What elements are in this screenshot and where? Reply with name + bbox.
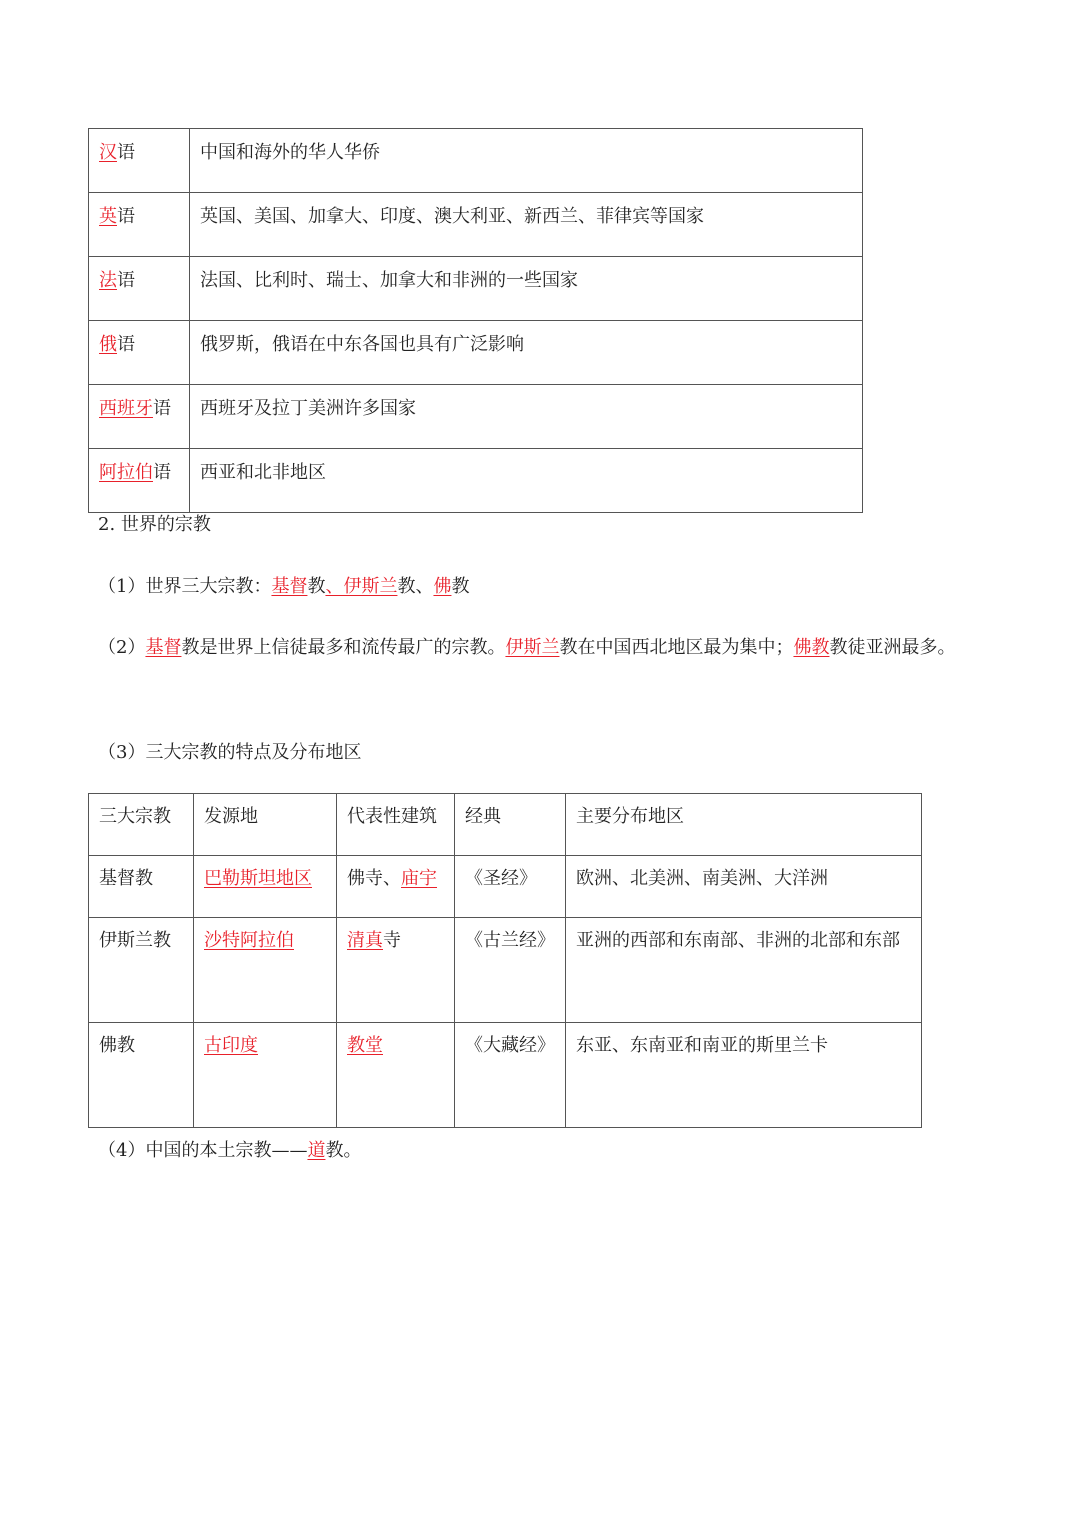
table-row bbox=[89, 1023, 922, 1128]
classic-cell: 《圣经》 bbox=[455, 856, 566, 918]
origin-cell: 古印度 bbox=[194, 1023, 337, 1128]
religion-cell: 基督教 bbox=[89, 856, 194, 918]
classic-cell: 《古兰经》 bbox=[455, 918, 566, 1023]
region-cell: 西班牙及拉丁美洲许多国家 bbox=[190, 385, 863, 449]
distribution-cell: 东亚、东南亚和南亚的斯里兰卡 bbox=[566, 1023, 922, 1128]
table-row bbox=[89, 193, 863, 257]
paragraph-native-religion: （4）中国的本土宗教——道教。 bbox=[98, 1140, 362, 1161]
distribution-cell: 欧洲、北美洲、南美洲、大洋洲 bbox=[566, 856, 922, 918]
language-cell: 英语 bbox=[89, 193, 190, 257]
header-cell: 经典 bbox=[455, 794, 566, 856]
section-heading: 2. 世界的宗教 bbox=[98, 514, 211, 535]
region-cell: 英国、美国、加拿大、印度、澳大利亚、新西兰、菲律宾等国家 bbox=[190, 193, 863, 257]
origin-cell: 巴勒斯坦地区 bbox=[194, 856, 337, 918]
language-cell: 西班牙语 bbox=[89, 385, 190, 449]
table-row bbox=[89, 856, 922, 918]
building-cell: 教堂 bbox=[337, 1023, 455, 1128]
paragraph-three-religions: （1）世界三大宗教：基督教、伊斯兰教、佛教 bbox=[98, 576, 470, 597]
religion-table bbox=[88, 793, 922, 1128]
classic-cell: 《大藏经》 bbox=[455, 1023, 566, 1128]
table-row bbox=[89, 449, 863, 513]
language-cell: 法语 bbox=[89, 257, 190, 321]
language-table bbox=[88, 128, 863, 513]
paragraph-table-intro: （3）三大宗教的特点及分布地区 bbox=[98, 742, 362, 763]
paragraph-religion-facts: （2）基督教是世界上信徒最多和流传最广的宗教。伊斯兰教在中国西北地区最为集中；佛教教徒亚洲最多。 bbox=[98, 637, 956, 658]
table-row bbox=[89, 918, 922, 1023]
building-plain-text: 佛寺、 bbox=[347, 868, 401, 889]
religion-cell: 伊斯兰教 bbox=[89, 918, 194, 1023]
table-row bbox=[89, 385, 863, 449]
header-cell: 三大宗教 bbox=[89, 794, 194, 856]
distribution-cell: 亚洲的西部和东南部、非洲的北部和东部 bbox=[566, 918, 922, 1023]
header-cell: 发源地 bbox=[194, 794, 337, 856]
region-cell: 俄罗斯，俄语在中东各国也具有广泛影响 bbox=[190, 321, 863, 385]
header-cell: 主要分布地区 bbox=[566, 794, 922, 856]
building-cell bbox=[337, 856, 455, 918]
language-cell: 阿拉伯语 bbox=[89, 449, 190, 513]
table-row bbox=[89, 257, 863, 321]
header-cell: 代表性建筑 bbox=[337, 794, 455, 856]
religion-cell: 佛教 bbox=[89, 1023, 194, 1128]
building-cell: 清真寺 bbox=[337, 918, 455, 1023]
language-cell: 俄语 bbox=[89, 321, 190, 385]
table-row bbox=[89, 129, 863, 193]
building-red-text: 庙宇 bbox=[401, 868, 437, 889]
region-cell: 西亚和北非地区 bbox=[190, 449, 863, 513]
origin-cell: 沙特阿拉伯 bbox=[194, 918, 337, 1023]
table-row bbox=[89, 321, 863, 385]
region-cell: 法国、比利时、瑞士、加拿大和非洲的一些国家 bbox=[190, 257, 863, 321]
language-cell: 汉语 bbox=[89, 129, 190, 193]
region-cell: 中国和海外的华人华侨 bbox=[190, 129, 863, 193]
table-header-row bbox=[89, 794, 922, 856]
